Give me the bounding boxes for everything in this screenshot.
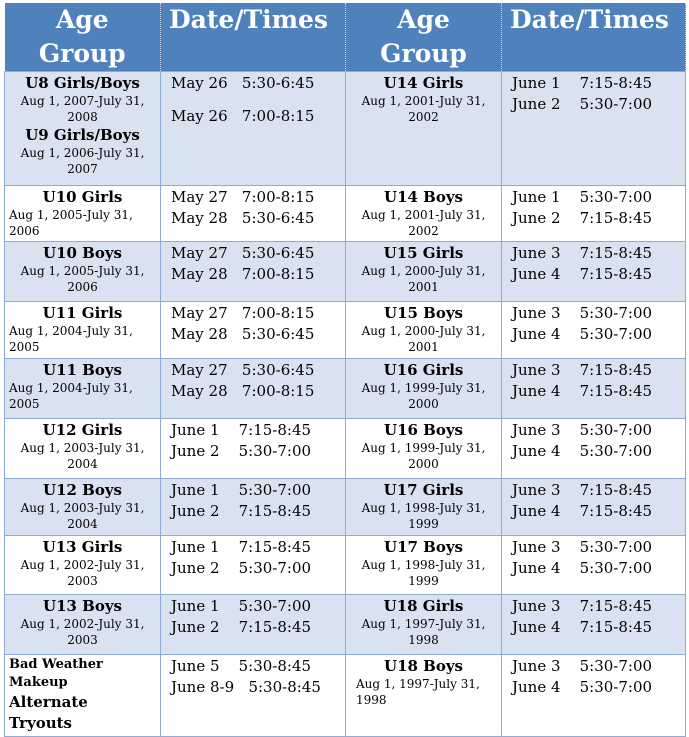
age-group-cell — [346, 186, 502, 242]
date-times-cell — [502, 419, 686, 479]
tryout-slot: June 2 7:15-8:45 — [171, 502, 312, 520]
tryout-slot: June 2 5:30-7:00 — [171, 559, 312, 577]
header-date-times-left: Date/Times — [161, 3, 346, 72]
birth-date-range: Aug 1, 2003-July 31, 2004 — [20, 441, 145, 471]
table-row — [5, 72, 686, 186]
tryout-slot: June 2 5:30-7:00 — [171, 442, 312, 460]
age-group-cell — [346, 302, 502, 359]
age-group-name: U9 Girls/Boys — [25, 126, 140, 144]
tryout-slot: June 4 7:15-8:45 — [512, 265, 653, 283]
age-group-cell — [5, 72, 161, 186]
birth-date-range: Aug 1, 2001-July 31, 2002 — [361, 208, 486, 238]
age-group-name: U15 Boys — [383, 304, 464, 322]
tryout-slot: June 8-9 5:30-8:45 — [171, 678, 321, 696]
age-group-cell — [346, 595, 502, 655]
tryout-slot: June 4 5:30-7:00 — [512, 559, 653, 577]
age-group-cell — [5, 242, 161, 302]
date-times-cell — [502, 242, 686, 302]
tryout-slot: June 3 5:30-7:00 — [512, 657, 653, 675]
table-row — [5, 655, 686, 737]
age-group-name: U12 Girls — [42, 421, 123, 439]
tryout-slot: June 1 5:30-7:00 — [512, 188, 653, 206]
date-times-cell — [502, 655, 686, 737]
tryout-slot: June 4 5:30-7:00 — [512, 325, 653, 343]
tryout-schedule-table — [4, 3, 686, 737]
date-times-cell — [502, 186, 686, 242]
age-group-name: U16 Boys — [383, 421, 464, 439]
birth-date-range: Aug 1, 2003-July 31, 2004 — [20, 501, 145, 531]
makeup-label: Bad Weather — [9, 657, 103, 672]
age-group-cell — [5, 359, 161, 419]
table-row — [5, 186, 686, 242]
date-times-cell — [502, 536, 686, 595]
tryout-slot: June 4 7:15-8:45 — [512, 618, 653, 636]
date-times-cell — [161, 359, 346, 419]
date-times-cell — [161, 536, 346, 595]
age-group-cell — [5, 186, 161, 242]
birth-date-range: Aug 1, 2004-July 31, 2005 — [9, 381, 133, 411]
table-row — [5, 595, 686, 655]
header-age-group-left: Age Group — [5, 3, 161, 72]
birth-date-range: Aug 1, 1997-July 31, 1998 — [356, 677, 480, 707]
age-group-cell — [346, 655, 502, 737]
table-row — [5, 302, 686, 359]
birth-date-range: Aug 1, 2005-July 31, 2006 — [9, 208, 133, 238]
date-times-cell — [161, 595, 346, 655]
date-times-cell — [502, 479, 686, 536]
birth-date-range: Aug 1, 2002-July 31, 2003 — [20, 617, 145, 647]
age-group-cell — [346, 72, 502, 186]
birth-date-range: Aug 1, 1999-July 31, 2000 — [361, 381, 486, 411]
tryout-slot: May 27 7:00-8:15 — [171, 304, 315, 322]
birth-date-range: Aug 1, 1997-July 31, 1998 — [361, 617, 486, 647]
age-group-name: U8 Girls/Boys — [25, 74, 140, 92]
table-row — [5, 242, 686, 302]
tryout-slot: June 1 7:15-8:45 — [171, 421, 312, 439]
tryout-slot: June 3 7:15-8:45 — [512, 597, 653, 615]
age-group-cell — [346, 479, 502, 536]
tryout-slot: May 28 5:30-6:45 — [171, 325, 315, 343]
alternate-tryouts-label: Alternate — [9, 693, 88, 711]
date-times-cell — [502, 595, 686, 655]
birth-date-range: Aug 1, 2002-July 31, 2003 — [20, 558, 145, 588]
age-group-name: U13 Girls — [42, 538, 123, 556]
tryout-slot: June 4 7:15-8:45 — [512, 502, 653, 520]
tryout-slot: June 4 5:30-7:00 — [512, 442, 653, 460]
age-group-name: U15 Girls — [383, 244, 464, 262]
tryout-slot: June 3 5:30-7:00 — [512, 538, 653, 556]
tryout-slot: June 1 5:30-7:00 — [171, 481, 312, 499]
tryout-slot: June 4 7:15-8:45 — [512, 382, 653, 400]
header-date-times-right: Date/Times — [502, 3, 686, 72]
alternate-tryouts-label: Tryouts — [9, 714, 72, 732]
age-group-name: U12 Boys — [42, 481, 123, 499]
table-row — [5, 536, 686, 595]
tryout-slot: May 27 5:30-6:45 — [171, 244, 315, 262]
tryout-slot: June 1 5:30-7:00 — [171, 597, 312, 615]
tryout-slot: June 2 5:30-7:00 — [512, 95, 653, 113]
makeup-label: Makeup — [9, 675, 68, 690]
header-age-group-right: Age Group — [346, 3, 502, 72]
date-times-cell — [161, 419, 346, 479]
age-group-cell — [5, 419, 161, 479]
age-group-name: U11 Girls — [42, 304, 123, 322]
tryout-slot: June 3 7:15-8:45 — [512, 481, 653, 499]
age-group-name: U14 Boys — [383, 188, 464, 206]
date-times-cell — [161, 479, 346, 536]
tryout-slot: May 28 7:00-8:15 — [171, 265, 315, 283]
birth-date-range: Aug 1, 1999-July 31, 2000 — [361, 441, 486, 471]
date-times-cell — [502, 359, 686, 419]
makeup-cell — [5, 655, 161, 737]
age-group-cell — [5, 595, 161, 655]
tryout-slot: May 28 7:00-8:15 — [171, 382, 315, 400]
birth-date-range: Aug 1, 2007-July 31, 2008 — [20, 94, 145, 124]
tryout-slot: May 28 5:30-6:45 — [171, 209, 315, 227]
age-group-cell — [346, 359, 502, 419]
age-group-cell — [346, 419, 502, 479]
age-group-cell — [5, 479, 161, 536]
date-times-cell — [161, 242, 346, 302]
header-row — [5, 3, 686, 72]
birth-date-range: Aug 1, 2000-July 31, 2001 — [361, 264, 486, 294]
age-group-name: U16 Girls — [383, 361, 464, 379]
tryout-slot: June 1 7:15-8:45 — [171, 538, 312, 556]
date-times-cell — [161, 655, 346, 737]
birth-date-range: Aug 1, 2004-July 31, 2005 — [9, 324, 133, 354]
date-times-cell — [161, 302, 346, 359]
birth-date-range: Aug 1, 2001-July 31, 2002 — [361, 94, 486, 124]
date-times-cell — [161, 72, 346, 186]
birth-date-range: Aug 1, 2006-July 31, 2007 — [20, 146, 145, 176]
tryout-slot: June 4 5:30-7:00 — [512, 678, 653, 696]
tryout-slot: June 2 7:15-8:45 — [171, 618, 312, 636]
tryout-slot: May 27 7:00-8:15 — [171, 188, 315, 206]
tryout-slot: June 3 5:30-7:00 — [512, 421, 653, 439]
age-group-name: U10 Girls — [42, 188, 123, 206]
date-times-cell — [502, 72, 686, 186]
age-group-name: U18 Boys — [383, 657, 464, 675]
birth-date-range: Aug 1, 2000-July 31, 2001 — [361, 324, 486, 354]
age-group-name: U18 Girls — [383, 597, 464, 615]
tryout-slot: May 27 5:30-6:45 — [171, 361, 315, 379]
tryout-slot: June 2 7:15-8:45 — [512, 209, 653, 227]
birth-date-range: Aug 1, 1998-July 31, 1999 — [361, 558, 486, 588]
table-row — [5, 479, 686, 536]
age-group-name: U10 Boys — [42, 244, 123, 262]
date-times-cell — [502, 302, 686, 359]
age-group-name: U11 Boys — [42, 361, 123, 379]
tryout-slot: June 1 7:15-8:45 — [512, 74, 653, 92]
tryout-slot: May 26 5:30-6:45 — [171, 74, 315, 92]
tryout-slot: May 26 7:00-8:15 — [171, 107, 315, 125]
tryout-slot: June 5 5:30-8:45 — [171, 657, 312, 675]
age-group-cell — [346, 242, 502, 302]
birth-date-range: Aug 1, 2005-July 31, 2006 — [20, 264, 145, 294]
age-group-name: U17 Girls — [383, 481, 464, 499]
age-group-cell — [5, 536, 161, 595]
birth-date-range: Aug 1, 1998-July 31, 1999 — [361, 501, 486, 531]
tryout-slot: June 3 7:15-8:45 — [512, 361, 653, 379]
table-row — [5, 419, 686, 479]
age-group-cell — [5, 302, 161, 359]
age-group-name: U14 Girls — [383, 74, 464, 92]
age-group-cell — [346, 536, 502, 595]
tryout-slot: June 3 7:15-8:45 — [512, 244, 653, 262]
age-group-name: U13 Boys — [42, 597, 123, 615]
age-group-name: U17 Boys — [383, 538, 464, 556]
date-times-cell — [161, 186, 346, 242]
table-row — [5, 359, 686, 419]
tryout-slot: June 3 5:30-7:00 — [512, 304, 653, 322]
